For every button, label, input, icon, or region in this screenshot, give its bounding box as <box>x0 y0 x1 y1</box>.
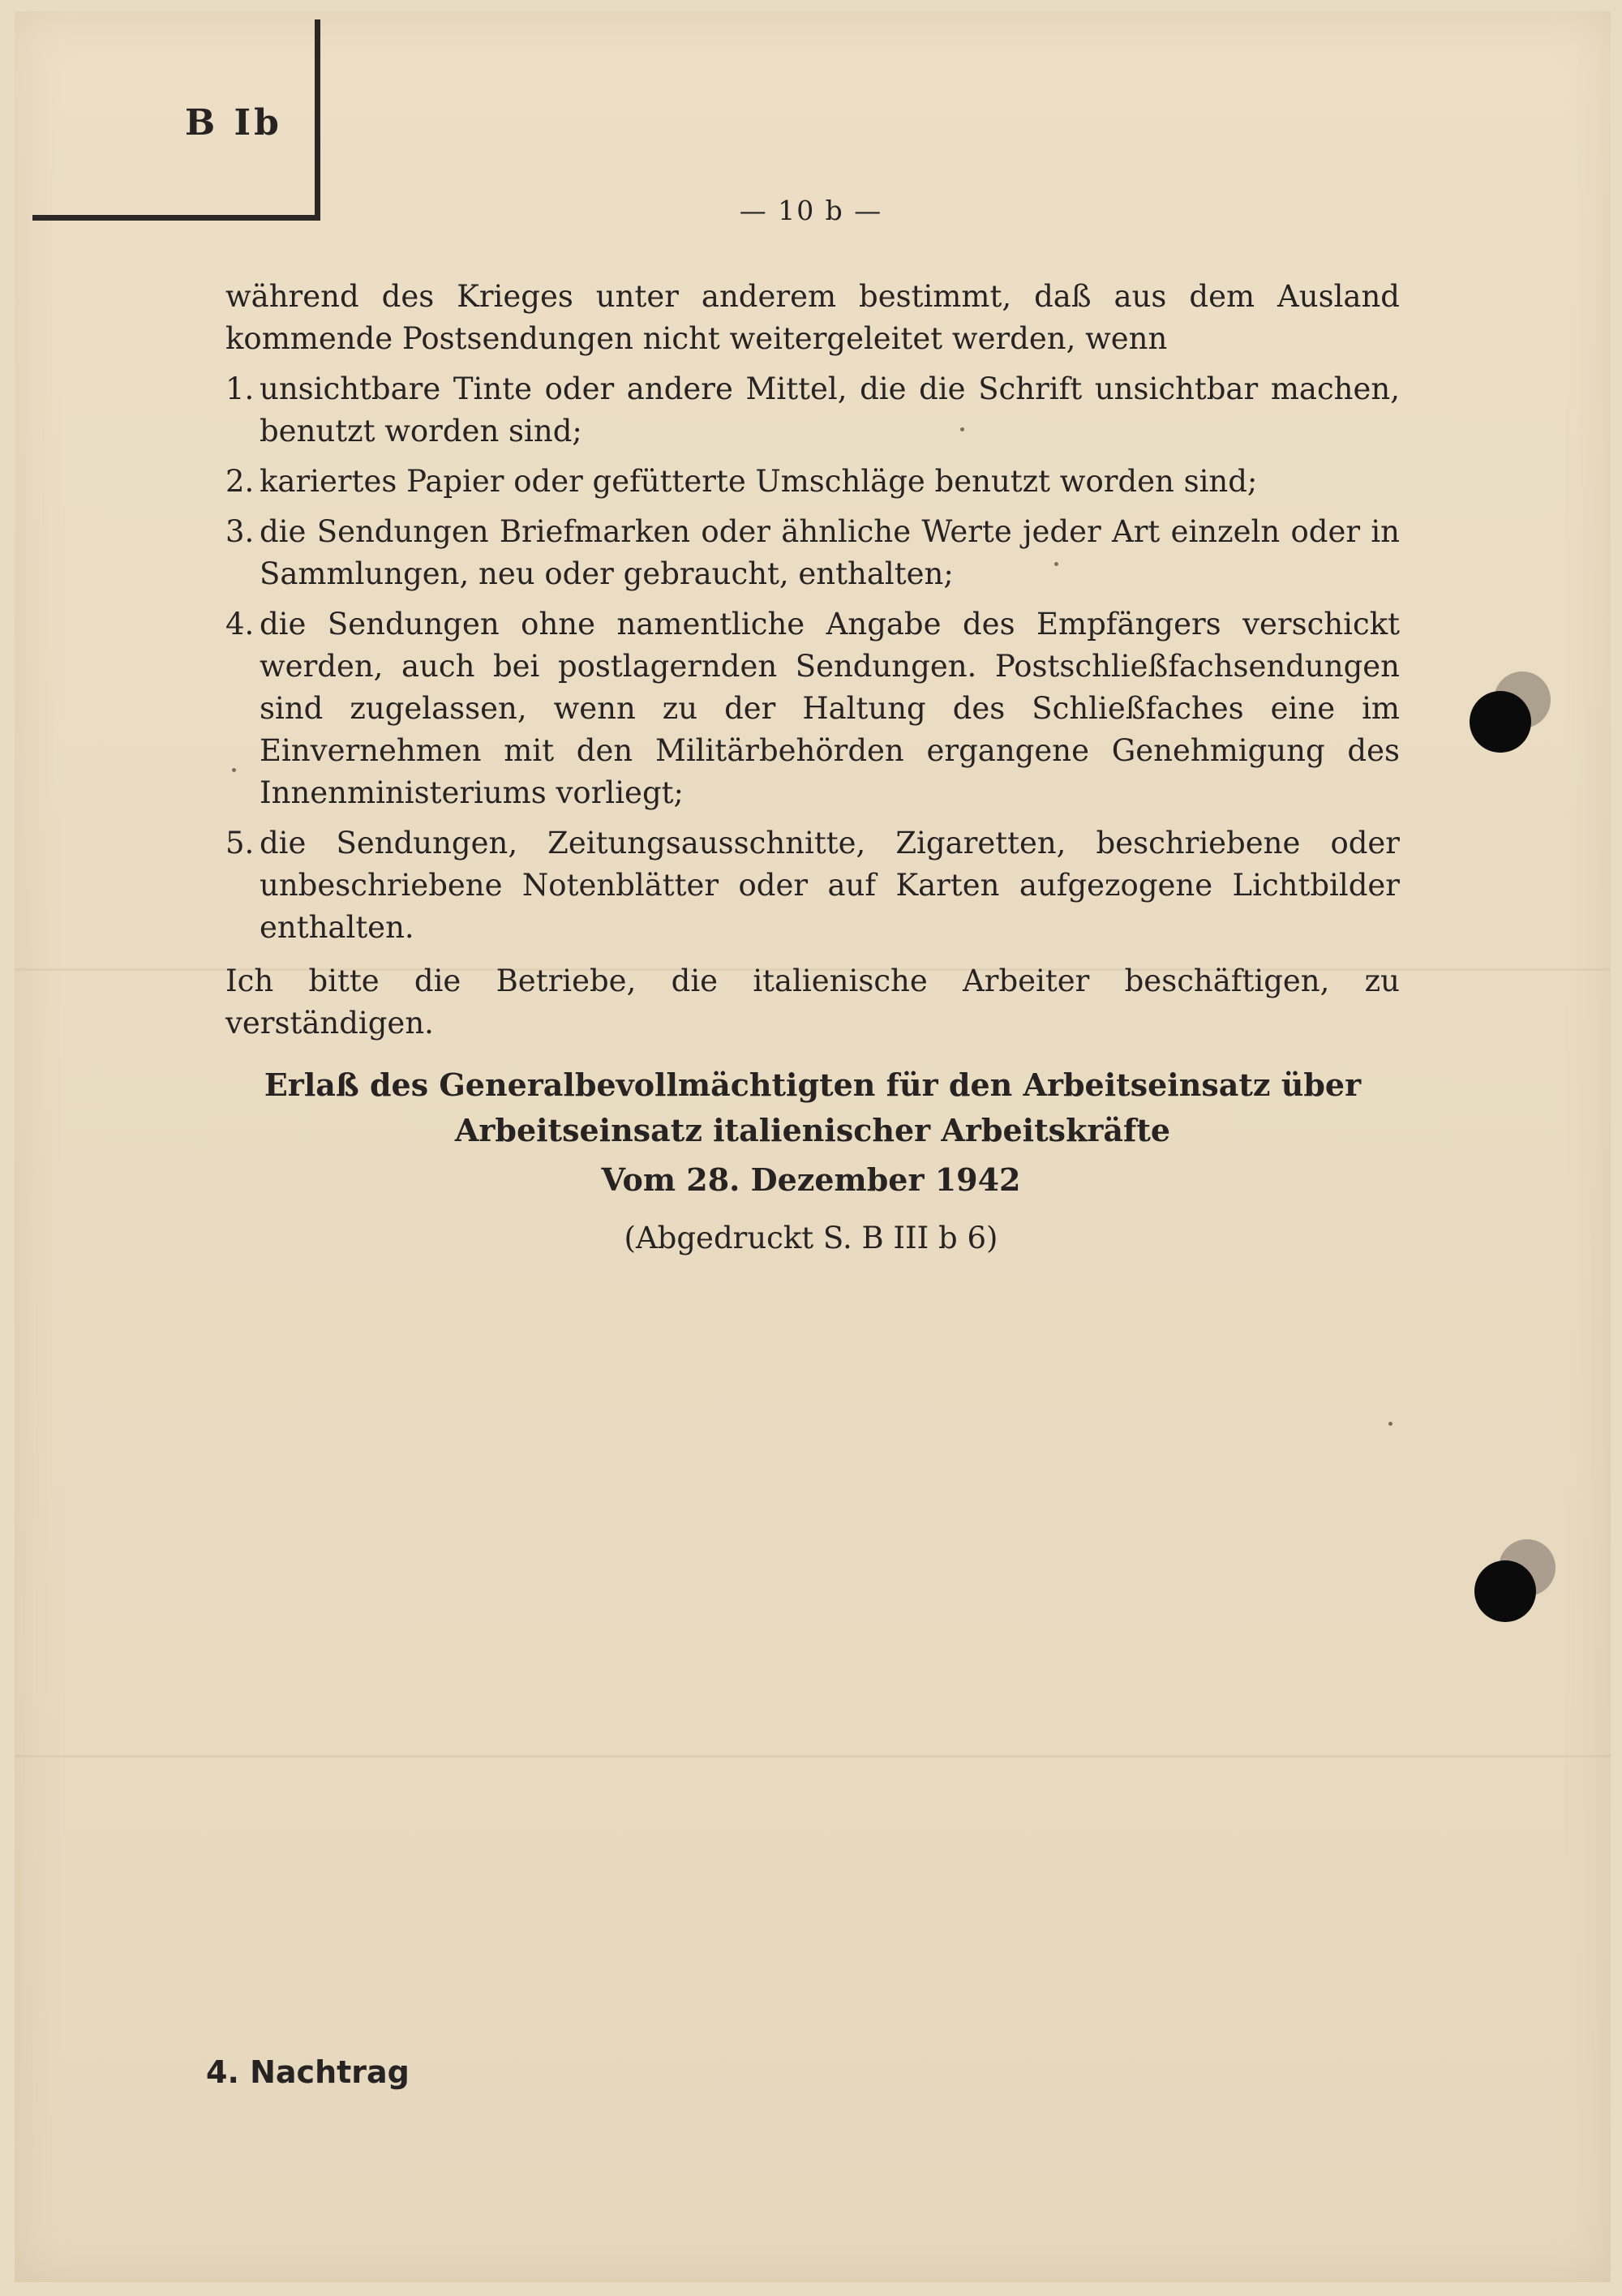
paper-speck <box>232 768 236 772</box>
list-item <box>225 511 1400 595</box>
intro-paragraph: während des Krieges unter anderem bestimmt, daß aus dem Ausland kommende Postsendungen nicht weitergeleitet werden, wenn <box>225 279 1400 356</box>
list-item-number: 4. <box>225 607 255 642</box>
list-item-text: unsichtbare Tinte oder andere Mittel, die die Schrift unsichtbar machen, benutzt worden sind; <box>260 371 1400 448</box>
list-item-number: 5. <box>225 826 255 860</box>
paper-speck <box>1054 562 1058 566</box>
list-item-text: die Sendungen Briefmarken oder ähnliche Werte jeder Art einzeln oder in Sammlungen, neu oder gebraucht, enthalten; <box>260 514 1400 591</box>
decree-date: Vom 28. Dezember 1942 <box>601 1161 1021 1198</box>
decree-heading: Erlaß des Generalbevollmächtigten für den Arbeitseinsatz über Arbeitseinsatz italienischer Arbeitskräfte <box>264 1066 1362 1148</box>
page-number: — 10 b — <box>739 195 883 226</box>
list-item <box>225 603 1400 814</box>
paper-speck <box>1388 1422 1392 1426</box>
conditions-list <box>225 368 1400 949</box>
list-item-number: 3. <box>225 514 255 549</box>
list-item <box>225 368 1400 453</box>
punch-hole <box>1470 691 1531 753</box>
list-item-text: die Sendungen, Zeitungsausschnitte, Zigaretten, beschriebene oder unbeschriebene Notenblätter oder auf Karten aufgezogene Lichtbilder enthalten. <box>260 826 1400 945</box>
body-text <box>225 276 1400 1045</box>
closing-paragraph: Ich bitte die Betriebe, die italienische Arbeiter beschäftigen, zu verständigen. <box>225 963 1400 1041</box>
supplement-label: 4. Nachtrag <box>206 2054 410 2090</box>
paper-speck <box>960 427 964 431</box>
print-reference: (Abgedruckt S. B III b 6) <box>624 1221 998 1255</box>
list-item-text: die Sendungen ohne namentliche Angabe des Empfängers verschickt werden, auch bei postlagernden Sendungen. Postschließfachsendungen sind zugelassen, wenn zu der Haltung des Schließfaches eine im Einvernehmen mit den Militärbehörden ergangene Genehmigung des Innenministeriums vorliegt; <box>260 607 1400 810</box>
list-item <box>225 461 1400 503</box>
list-item-number: 2. <box>225 464 255 499</box>
list-item-number: 1. <box>225 371 255 406</box>
list-item <box>225 822 1400 949</box>
section-label: B Ib <box>185 102 282 144</box>
paper-fold <box>15 1755 1611 1757</box>
list-item-text: kariertes Papier oder gefütterte Umschläge benutzt worden sind; <box>260 464 1258 499</box>
punch-hole <box>1474 1560 1536 1622</box>
